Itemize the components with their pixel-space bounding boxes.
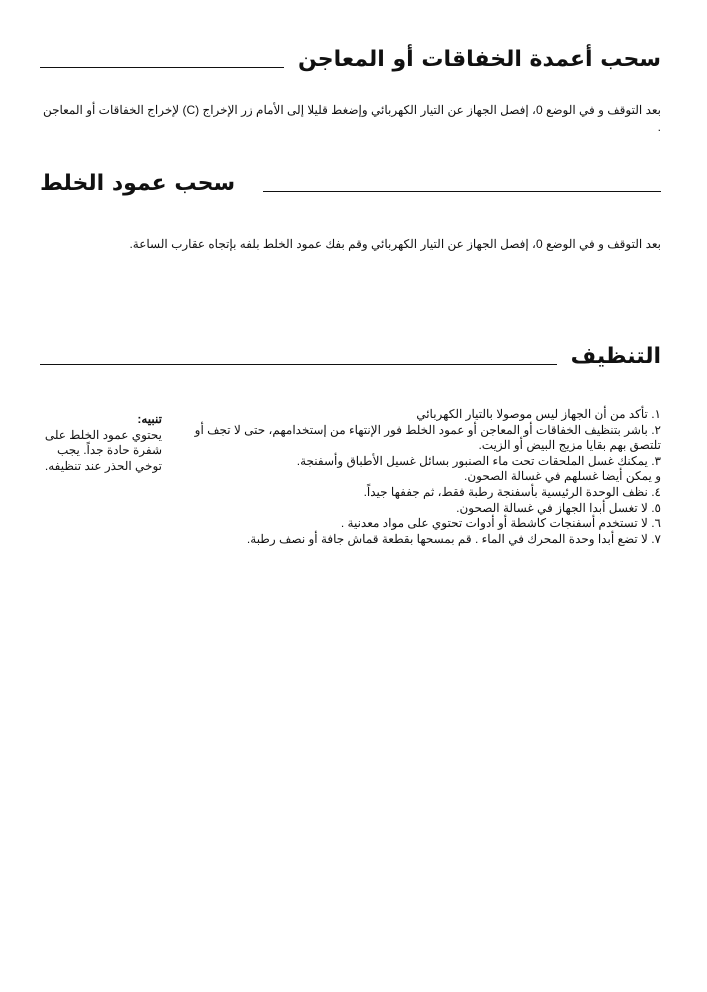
cleaning-instructions-list (186, 407, 661, 547)
section-title: سحب عمود الخلط (40, 171, 236, 196)
heading-rule (263, 191, 661, 192)
section-heading-cleaning (40, 343, 661, 371)
heading-rule (40, 364, 557, 365)
list-item: ٧. لا تضع أبدا وحدة المحرك في الماء . قم بمسحها بقطعة قماش جافة أو نصف رطبة. (246, 531, 661, 546)
warning-note (40, 412, 162, 474)
heading-rule (40, 67, 284, 68)
list-item: ٥. لا تغسل أبدا الجهاز في غسالة الصحون. (456, 500, 661, 515)
list-item: و يمكن أيضا غسلهم في غسالة الصحون. (464, 469, 661, 484)
list-item: ٦. لا تستخدم أسفنجات كاشطة أو أدوات تحتوي على مواد معدنية . (340, 516, 661, 531)
section-heading-remove-beaters (40, 46, 661, 74)
section-heading-remove-blender-shaft (40, 170, 661, 198)
warning-text: يحتوي عمود الخلط على شفرة حادة جداً. يجب توخي الحذر عند تنظيفه. (44, 427, 162, 473)
section-title: سحب أعمدة الخفاقات أو المعاجن (297, 47, 661, 72)
warning-title: تنبيه: (137, 412, 162, 426)
list-item: ٤. نظف الوحدة الرئيسية بأسفنجة رطبة فقط، ثم جففها جيداً. (363, 484, 661, 499)
list-item: ٢. باشر بتنظيف الخفاقات أو المعاجن أو عمود الخلط فور الإنتهاء من إستخدامهم، حتى لا تجف أو تلتصق بهم بقايا مزيج البيض أو الزيت. (194, 422, 661, 453)
list-item: ٣. يمكنك غسل الملحقات تحت ماء الصنبور بسائل غسيل الأطباق وأسفنجة. (296, 453, 661, 468)
list-item: ١. تأكد من أن الجهاز ليس موصولا بالتيار الكهربائي (416, 407, 661, 421)
remove-blender-shaft-text: بعد التوقف و في الوضع 0، إفصل الجهاز عن التيار الكهربائي وقم بفك عمود الخلط بلفه بإتجاه عقارب الساعة. (129, 237, 661, 251)
section-title: التنظيف (570, 344, 661, 369)
remove-beaters-text: بعد التوقف و في الوضع 0، إفصل الجهاز عن التيار الكهربائي وإضغط قليلا إلى الأمام زر الإخراج (C) لإخراج الخفاقات أو المعاجن . (42, 103, 661, 134)
